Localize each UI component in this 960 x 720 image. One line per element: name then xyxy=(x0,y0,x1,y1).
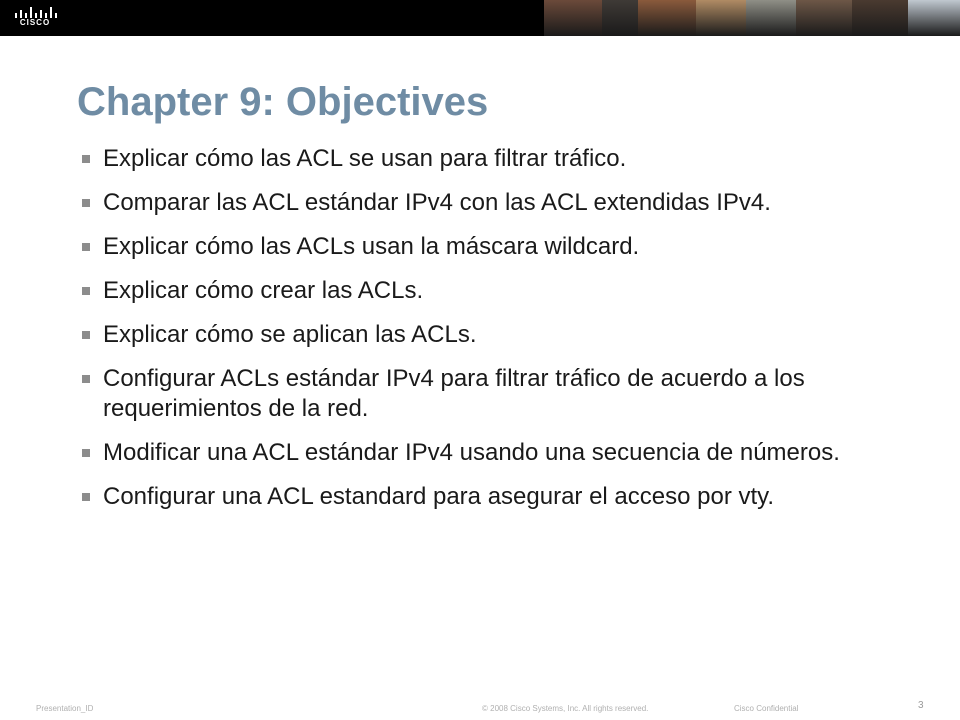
objective-text: Explicar cómo se aplican las ACLs. xyxy=(103,321,477,348)
objective-item xyxy=(79,232,929,262)
objective-text: Configurar ACLs estándar IPv4 para filtrar tráfico de acuerdo a los requerimientos de la red. xyxy=(103,365,805,422)
objective-item xyxy=(79,144,929,174)
student-photo-8 xyxy=(908,0,960,36)
objective-text: Explicar cómo las ACL se usan para filtrar tráfico. xyxy=(103,145,627,172)
objective-item xyxy=(79,188,929,218)
confidential-label: Cisco Confidential xyxy=(734,704,799,713)
objective-text: Modificar una ACL estándar IPv4 usando una secuencia de números. xyxy=(103,439,840,466)
objective-text: Configurar una ACL estandard para asegurar el acceso por vty. xyxy=(103,483,775,510)
objective-item xyxy=(79,364,929,424)
student-photo-7 xyxy=(852,0,908,36)
objective-item xyxy=(79,438,929,468)
page-number: 3 xyxy=(918,700,924,711)
brand-name: CISCO xyxy=(19,18,51,27)
slide-title: Chapter 9: Objectives xyxy=(77,80,489,124)
copyright-notice: © 2008 Cisco Systems, Inc. All rights reserved. xyxy=(482,704,649,713)
student-photo-6 xyxy=(796,0,852,36)
square-bullet-icon xyxy=(82,375,90,383)
student-photo-2 xyxy=(602,0,638,36)
objective-text: Explicar cómo las ACLs usan la máscara wildcard. xyxy=(103,233,640,260)
student-photo-4 xyxy=(696,0,746,36)
student-photo-1 xyxy=(544,0,602,36)
student-photo-3 xyxy=(638,0,696,36)
objectives-list xyxy=(79,144,929,512)
photo-strip xyxy=(544,0,960,36)
square-bullet-icon xyxy=(82,493,90,501)
square-bullet-icon xyxy=(82,287,90,295)
objective-item xyxy=(79,276,929,306)
cisco-bridge-logo-icon xyxy=(14,6,58,18)
square-bullet-icon xyxy=(82,331,90,339)
student-photo-5 xyxy=(746,0,796,36)
square-bullet-icon xyxy=(82,155,90,163)
square-bullet-icon xyxy=(82,243,90,251)
objective-item xyxy=(79,320,929,350)
cisco-logo xyxy=(8,4,62,32)
objective-text: Comparar las ACL estándar IPv4 con las ACL extendidas IPv4. xyxy=(103,189,771,216)
square-bullet-icon xyxy=(82,199,90,207)
objective-text: Explicar cómo crear las ACLs. xyxy=(103,277,424,304)
objective-item xyxy=(79,482,929,512)
header-bar xyxy=(0,0,960,36)
presentation-id: Presentation_ID xyxy=(36,704,94,713)
square-bullet-icon xyxy=(82,449,90,457)
